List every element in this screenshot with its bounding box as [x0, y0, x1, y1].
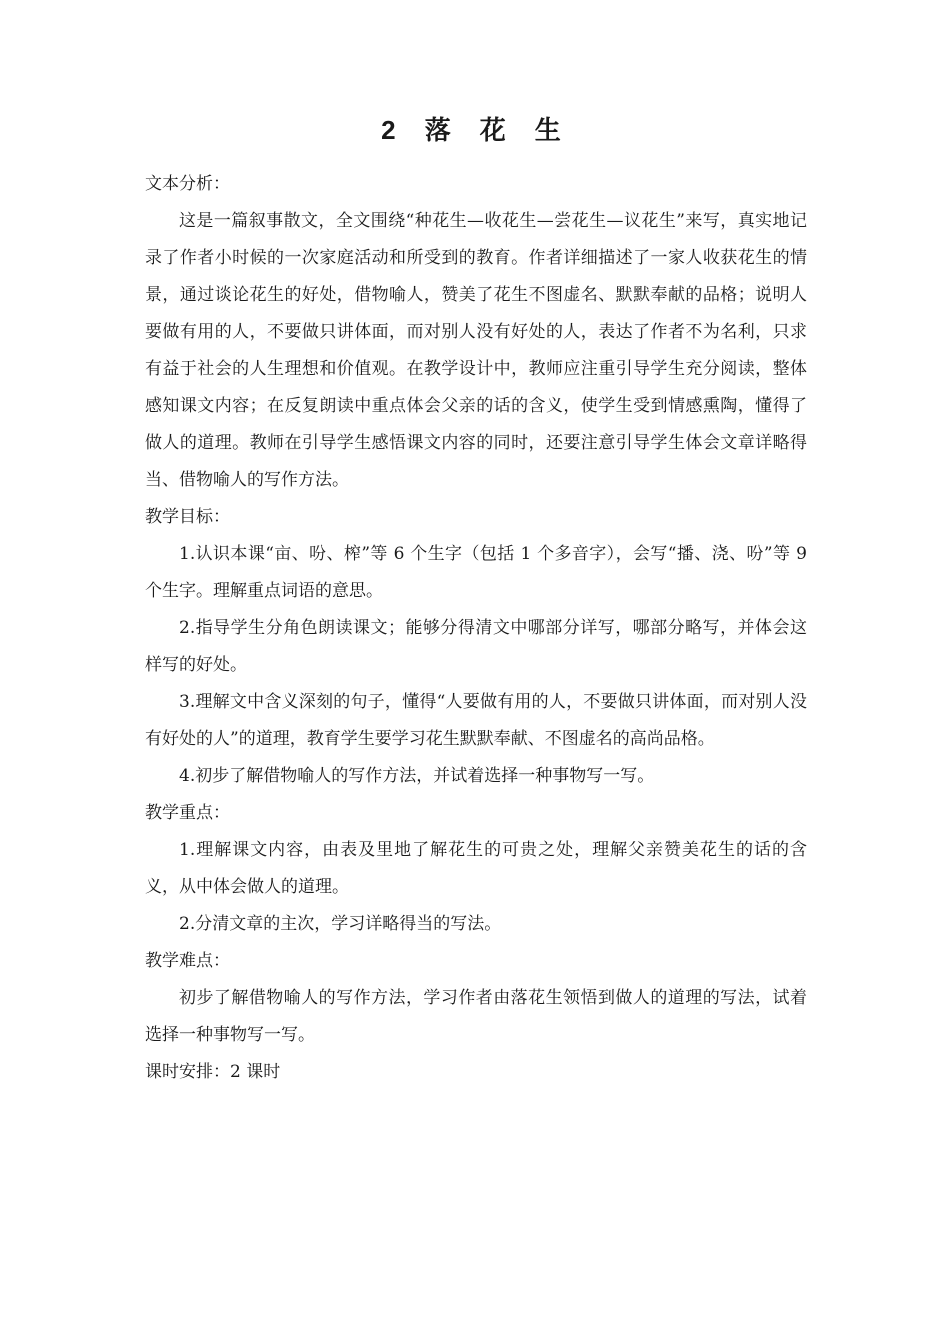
- difficulty-heading: 教学难点：: [145, 951, 230, 971]
- analysis-paragraph: 这是一篇叙事散文，全文围绕“种花生—收花生—尝花生—议花生”来写，真实地记录了作者小时候的一次家庭活动和所受到的教育。作者详细描述了一家人收获花生的情景，通过谈论花生的好处，借物喻人，赞美了花生不图虚名、默默奉献的品格；说明人要做有用的人，不要做只讲体面，而对别人没有好处的人，表达了作者不为名利，只求有益于社会的人生理想和价值观。在教学设计中，教师应注重引导学生充分阅读，整体感知课文内容；在反复朗读中重点体会父亲的话的含义，使学生受到情感熏陶，懂得了做人的道理。教师在引导学生感悟课文内容的同时，还要注意引导学生体会文章详略得当、借物喻人的写作方法。: [145, 211, 807, 490]
- key-point-item: 1.理解课文内容，由表及里地了解花生的可贵之处，理解父亲赞美花生的话的含义，从中体会做人的道理。: [145, 840, 807, 897]
- goal-item: 1.认识本课“亩、吩、榨”等 6 个生字（包括 1 个多音字），会写“播、浇、吩”等 9 个生字。理解重点词语的意思。: [145, 544, 807, 601]
- difficulty-paragraph: 初步了解借物喻人的写作方法，学习作者由落花生领悟到做人的道理的写法，试着选择一种事物写一写。: [145, 988, 807, 1045]
- goal-item: 3.理解文中含义深刻的句子，懂得“人要做有用的人，不要做只讲体面，而对别人没有好处的人”的道理，教育学生要学习花生默默奉献、不图虚名的高尚品格。: [145, 692, 807, 749]
- page-title: [145, 108, 807, 152]
- goal-item: 2.指导学生分角色朗读课文；能够分得清文中哪部分详写，哪部分略写，并体会这样写的好处。: [145, 618, 807, 675]
- key-point-item: 2.分清文章的主次，学习详略得当的写法。: [179, 914, 502, 934]
- goals-heading: 教学目标：: [145, 507, 230, 527]
- schedule-line: 课时安排：2 课时: [145, 1062, 281, 1082]
- document-page: [145, 108, 807, 1091]
- title-text: 落 花 生: [424, 116, 571, 146]
- title-number: 2: [381, 115, 406, 145]
- goal-item: 4.初步了解借物喻人的写作方法，并试着选择一种事物写一写。: [179, 766, 655, 786]
- analysis-heading: 文本分析：: [145, 174, 230, 194]
- key-points-heading: 教学重点：: [145, 803, 230, 823]
